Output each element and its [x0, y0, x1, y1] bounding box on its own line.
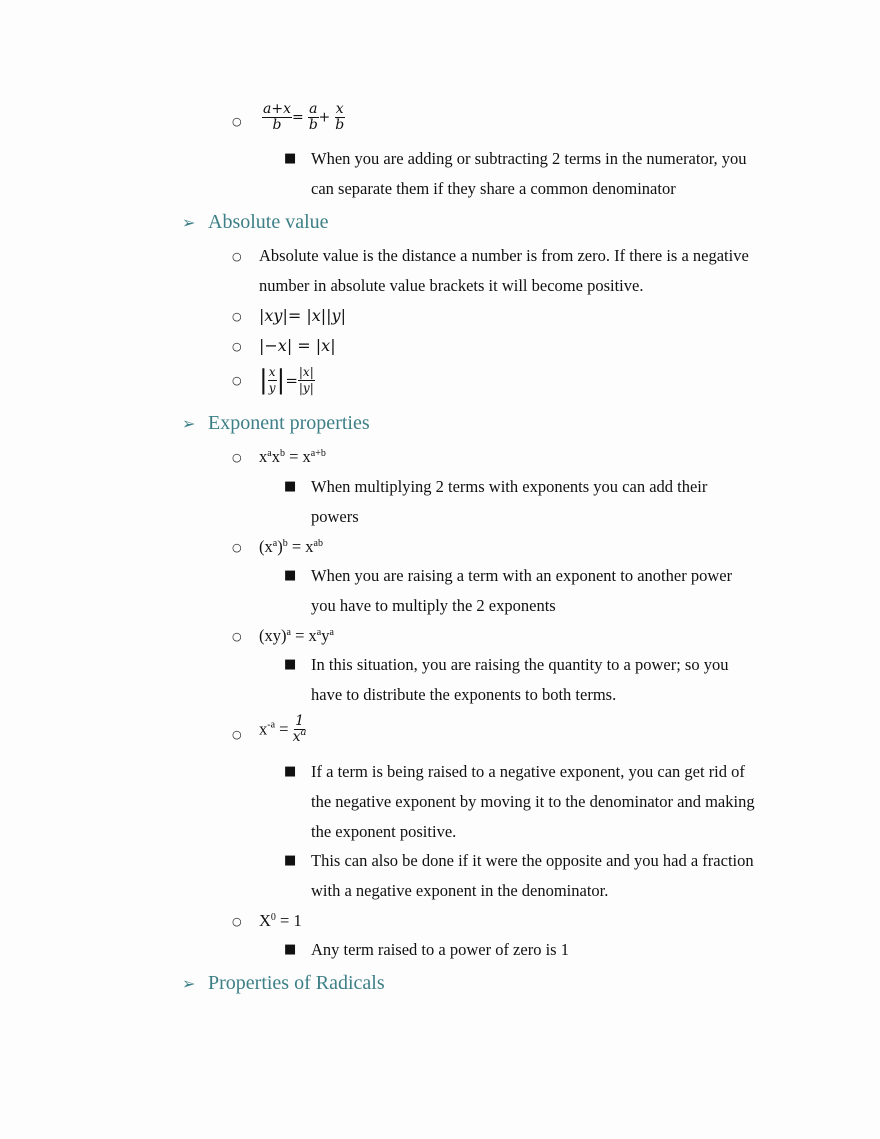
- exponent: a: [286, 627, 291, 638]
- exponent: ab: [313, 538, 323, 549]
- exponent: a: [300, 727, 307, 738]
- section-heading-exponent-properties: [182, 412, 370, 435]
- base: y: [321, 626, 330, 645]
- note-text: the negative exponent by moving it to the denominator and making: [311, 792, 755, 811]
- denominator: b: [308, 117, 318, 133]
- numerator: a: [309, 101, 318, 117]
- bullet-square-icon: ■: [284, 853, 297, 868]
- denominator: b: [272, 117, 282, 133]
- bullet-circle-icon: ○: [232, 541, 242, 554]
- numerator: x: [268, 365, 276, 379]
- section-heading-absolute-value: [182, 211, 329, 234]
- exponent-power-rule: [259, 537, 323, 557]
- denominator: |y|: [298, 381, 314, 395]
- denominator: b: [335, 117, 345, 133]
- equals: = x: [284, 447, 311, 466]
- exponent: a+b: [310, 448, 326, 459]
- bullet-circle-icon: ○: [232, 250, 242, 263]
- exponent: a: [316, 627, 322, 638]
- arrow-bullet-icon: ➢: [182, 213, 196, 232]
- note-text: When you are raising a term with an exponent to another power: [311, 566, 733, 585]
- numerator: |x|: [298, 365, 314, 379]
- note-text: you have to multiply the 2 exponents: [311, 596, 556, 615]
- base: X: [259, 911, 271, 930]
- description-text: Absolute value is the distance a number is from zero. If there is a negative: [259, 246, 749, 265]
- bullet-circle-icon: ○: [232, 630, 242, 643]
- heading-text: Properties of Radicals: [208, 972, 385, 994]
- plus: +: [318, 109, 331, 126]
- exponent: b: [279, 448, 285, 459]
- numerator: a+x: [263, 101, 291, 117]
- bullet-circle-icon: ○: [232, 115, 242, 128]
- exponent: a: [329, 627, 334, 638]
- exponent-distribution-rule: [259, 626, 334, 646]
- base: x: [259, 447, 268, 466]
- note-text: This can also be done if it were the opposite and you had a fraction: [311, 851, 754, 870]
- zero-exponent-rule: [259, 911, 302, 931]
- equals: =: [285, 371, 298, 390]
- note-text: Any term raised to a power of zero is 1: [311, 940, 569, 959]
- abs-bar: |: [276, 365, 286, 396]
- note-text: the exponent positive.: [311, 822, 457, 841]
- equals: = 1: [275, 911, 302, 930]
- note-text: powers: [311, 507, 359, 526]
- bullet-square-icon: ■: [284, 942, 297, 957]
- note-text: When you are adding or subtracting 2 terms in the numerator, you: [311, 149, 747, 168]
- bullet-square-icon: ■: [284, 764, 297, 779]
- equals: =: [291, 109, 304, 126]
- bullet-circle-icon: ○: [232, 915, 242, 928]
- exponent: a: [272, 538, 278, 549]
- arrow-bullet-icon: ➢: [182, 974, 196, 993]
- abs-quotient-rule: [259, 365, 315, 396]
- fraction-addition-formula: [262, 102, 345, 133]
- abs-product-rule: |xy|= |x||y|: [259, 306, 346, 325]
- exponent: 0: [270, 912, 276, 923]
- bullet-circle-icon: ○: [232, 374, 242, 387]
- exponent-product-rule: [259, 447, 326, 467]
- denominator: [292, 727, 307, 745]
- bullet-circle-icon: ○: [232, 310, 242, 323]
- heading-text: Exponent properties: [208, 412, 370, 434]
- note-text: with a negative exponent in the denominator.: [311, 881, 609, 900]
- bullet-circle-icon: ○: [232, 451, 242, 464]
- bullet-circle-icon: ○: [232, 340, 242, 353]
- numerator: x: [335, 101, 344, 117]
- bullet-square-icon: ■: [284, 479, 297, 494]
- note-text: In this situation, you are raising the quantity to a power; so you: [311, 655, 729, 674]
- note-text: If a term is being raised to a negative exponent, you can get rid of: [311, 762, 745, 781]
- base: x: [259, 719, 268, 739]
- note-text: can separate them if they share a common denominator: [311, 179, 676, 198]
- base: (xy): [259, 626, 287, 645]
- negative-exponent-rule: [259, 714, 306, 745]
- abs-negation-rule: |−x| = |x|: [259, 336, 336, 355]
- note-text: have to distribute the exponents to both terms.: [311, 685, 617, 704]
- exponent: b: [282, 538, 288, 549]
- equals: = x: [287, 537, 314, 556]
- base: x: [271, 447, 280, 466]
- denominator: y: [268, 381, 276, 395]
- base: x: [292, 729, 301, 745]
- note-text: When multiplying 2 terms with exponents you can add their: [311, 477, 708, 496]
- bullet-square-icon: ■: [284, 151, 297, 166]
- arrow-bullet-icon: ➢: [182, 414, 196, 433]
- equals: =: [275, 719, 293, 739]
- numerator: 1: [295, 713, 304, 729]
- heading-text: Absolute value: [208, 211, 329, 233]
- section-heading-properties-of-radicals: [182, 972, 385, 995]
- abs-bar: |: [259, 365, 268, 396]
- exponent: a: [267, 448, 272, 459]
- bullet-square-icon: ■: [284, 657, 297, 672]
- description-text: number in absolute value brackets it will become positive.: [259, 276, 644, 295]
- paren: ): [277, 537, 283, 556]
- bullet-circle-icon: ○: [232, 728, 242, 741]
- equals: = x: [290, 626, 317, 645]
- base: (x: [259, 537, 273, 556]
- bullet-square-icon: ■: [284, 568, 297, 583]
- exponent: -a: [267, 719, 276, 731]
